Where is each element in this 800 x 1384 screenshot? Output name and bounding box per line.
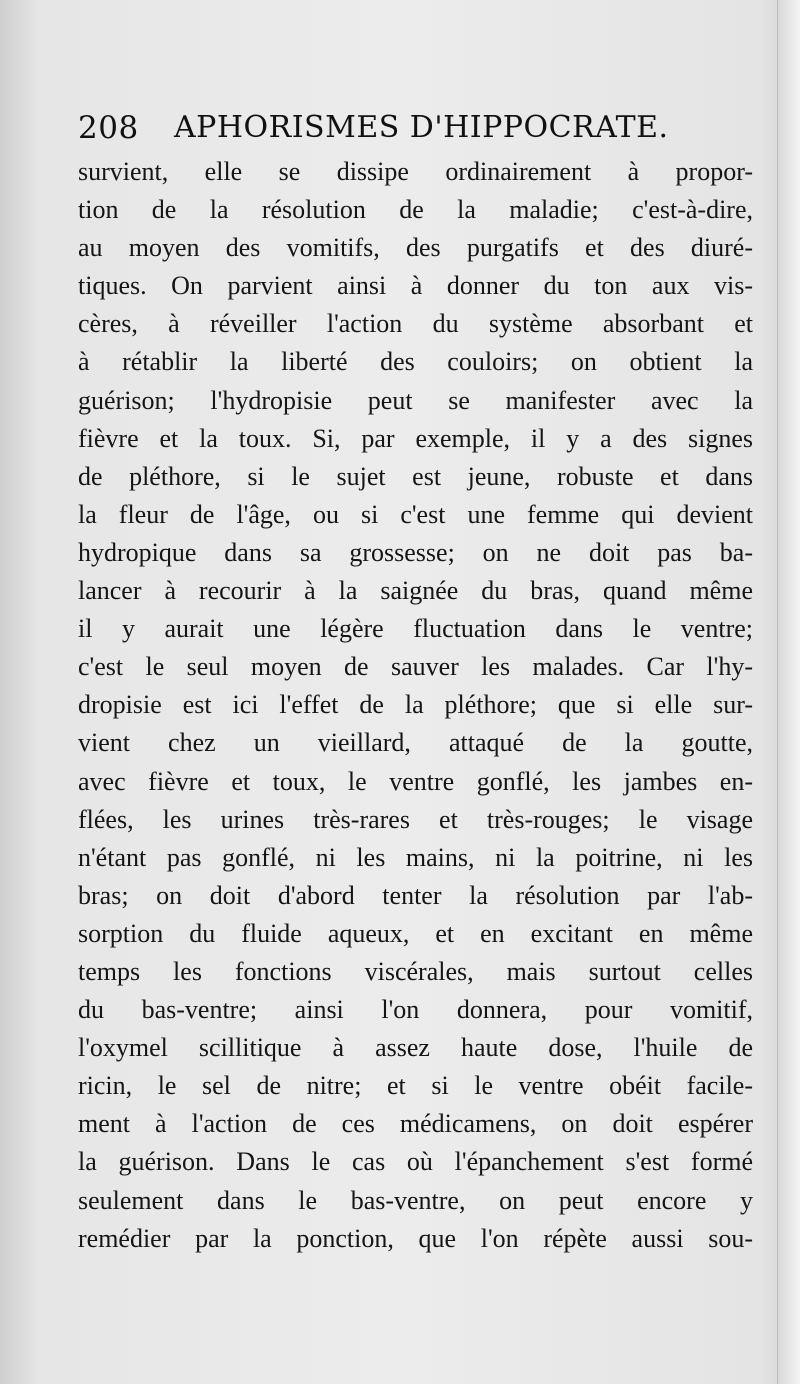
text-line: tion de la résolution de la maladie; c'est-à-dire, [78, 195, 753, 225]
text-line: bras; on doit d'abord tenter la résolution par l'ab- [78, 880, 753, 910]
text-line: avec fièvre et toux, le ventre gonflé, les jambes en- [78, 766, 753, 796]
text-line: cères, à réveiller l'action du système absorbant et [78, 309, 753, 339]
page-header [78, 106, 698, 152]
running-title: APHORISMES D'HIPPOCRATE. [174, 110, 669, 145]
text-line: vient chez un vieillard, attaqué de la goutte, [78, 728, 753, 758]
page-number: 208 [78, 110, 139, 146]
text-line: ment à l'action de ces médicamens, on doit espérer [78, 1109, 753, 1139]
text-line: du bas-ventre; ainsi l'on donnera, pour vomitif, [78, 995, 753, 1025]
text-line: temps les fonctions viscérales, mais surtout celles [78, 956, 753, 986]
body-text [78, 153, 753, 1258]
text-line: au moyen des vomitifs, des purgatifs et des diuré- [78, 233, 753, 263]
text-line: il y aurait une légère fluctuation dans le ventre; [78, 614, 753, 644]
text-line: fièvre et la toux. Si, par exemple, il y a des signes [78, 423, 753, 453]
page-edge [777, 0, 800, 1384]
text-line: ricin, le sel de nitre; et si le ventre obéit facile- [78, 1071, 753, 1101]
text-line: seulement dans le bas-ventre, on peut encore y [78, 1185, 753, 1215]
text-line: guérison; l'hydropisie peut se manifester avec la [78, 385, 753, 415]
text-line: sorption du fluide aqueux, et en excitant en même [78, 918, 753, 948]
text-line: tiques. On parvient ainsi à donner du ton aux vis- [78, 271, 753, 301]
text-line: lancer à recourir à la saignée du bras, quand même [78, 576, 753, 606]
text-line: flées, les urines très-rares et très-rouges; le visage [78, 804, 753, 834]
text-line: dropisie est ici l'effet de la pléthore; que si elle sur- [78, 690, 753, 720]
text-line: l'oxymel scillitique à assez haute dose, l'huile de [78, 1033, 753, 1063]
text-line: de pléthore, si le sujet est jeune, robuste et dans [78, 461, 753, 491]
text-line: la guérison. Dans le cas où l'épanchement s'est formé [78, 1147, 753, 1177]
text-line: n'étant pas gonflé, ni les mains, ni la poitrine, ni les [78, 842, 753, 872]
text-line: hydropique dans sa grossesse; on ne doit pas ba- [78, 537, 753, 567]
text-line: remédier par la ponction, que l'on répète aussi sou- [78, 1223, 753, 1253]
text-line: c'est le seul moyen de sauver les malades. Car l'hy- [78, 652, 753, 682]
text-line: à rétablir la liberté des couloirs; on obtient la [78, 347, 753, 377]
text-line: survient, elle se dissipe ordinairement à propor- [78, 157, 753, 186]
text-line: la fleur de l'âge, ou si c'est une femme qui devient [78, 499, 753, 529]
